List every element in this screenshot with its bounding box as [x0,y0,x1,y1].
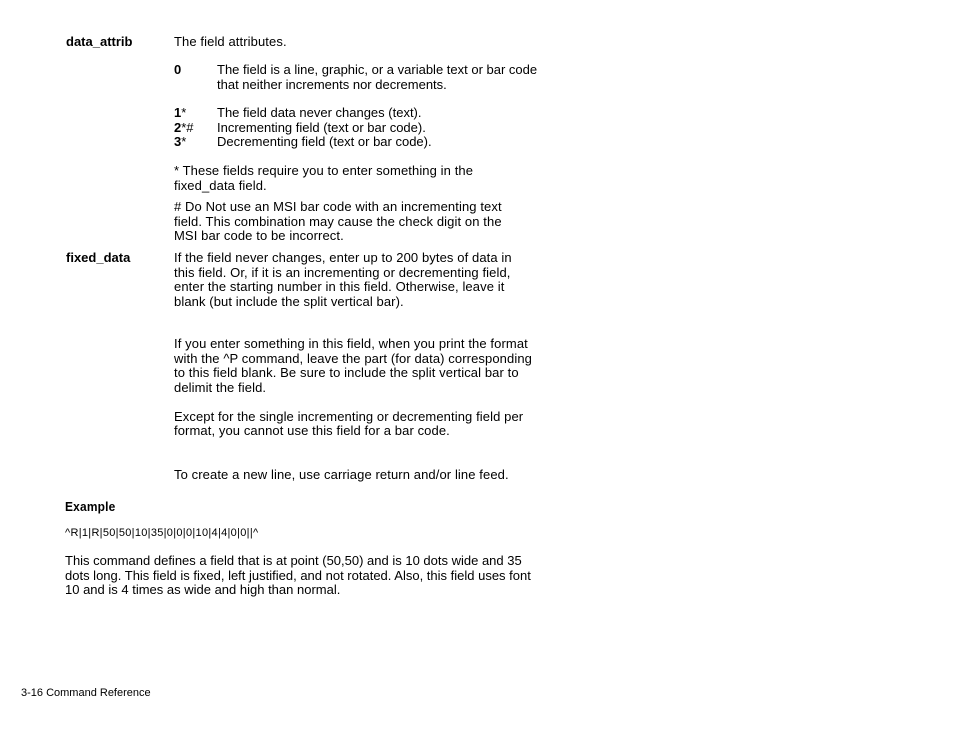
option-key-0: 0 [174,62,182,77]
option-key-1: 1* [174,105,187,120]
term-data-attrib: data_attrib [66,34,133,49]
fixed-data-paragraph-2: If you enter something in this field, when you print the format with the ^P command, leave the part (for data) corresponding to this field blank. Be sure to include the split vertical bar to delimit the field. [174,336,532,395]
fixed-data-paragraph-1: If the field never changes, enter up to 200 bytes of data in this field. Or, if it is an incrementing or decrementing field, enter the starting number in this field. Otherwise, leave it blank (but include the split vertical bar). [174,250,512,309]
term-fixed-data: fixed_data [66,250,131,265]
note-hash: # Do Not use an MSI bar code with an incrementing text field. This combination may cause the check digit on the MSI bar code to be incorrect. [174,199,502,243]
example-code: ^R|1|R|50|50|10|35|0|0|0|10|4|4|0|0||^ [65,527,259,539]
fixed-data-paragraph-3: Except for the single incrementing or decrementing field per format, you cannot use this field for a bar code. [174,408,524,438]
example-heading: Example [65,499,116,514]
example-description: This command defines a field that is at point (50,50) and is 10 dots wide and 35 dots long. This field is fixed, left justified, and not rotated. Also, this field uses font 10 and is 4 times as wide and high than normal. [65,553,531,597]
option-text-2: Incrementing field (text or bar code). [217,119,426,135]
option-text-0: The field is a line, graphic, or a variable text or bar code that neither increments nor decrements. [217,62,538,92]
data-attrib-intro: The field attributes. [174,34,287,49]
option-key-3: 3* [174,134,187,149]
option-key-2: 2*# [174,119,194,135]
option-text-3: Decrementing field (text or bar code). [217,134,432,149]
fixed-data-paragraph-4: To create a new line, use carriage return and/or line feed. [174,466,509,482]
page-footer: 3-16 Command Reference [21,687,151,699]
option-text-1: The field data never changes (text). [217,105,422,120]
note-star: * These fields require you to enter something in the fixed_data field. [174,163,474,193]
